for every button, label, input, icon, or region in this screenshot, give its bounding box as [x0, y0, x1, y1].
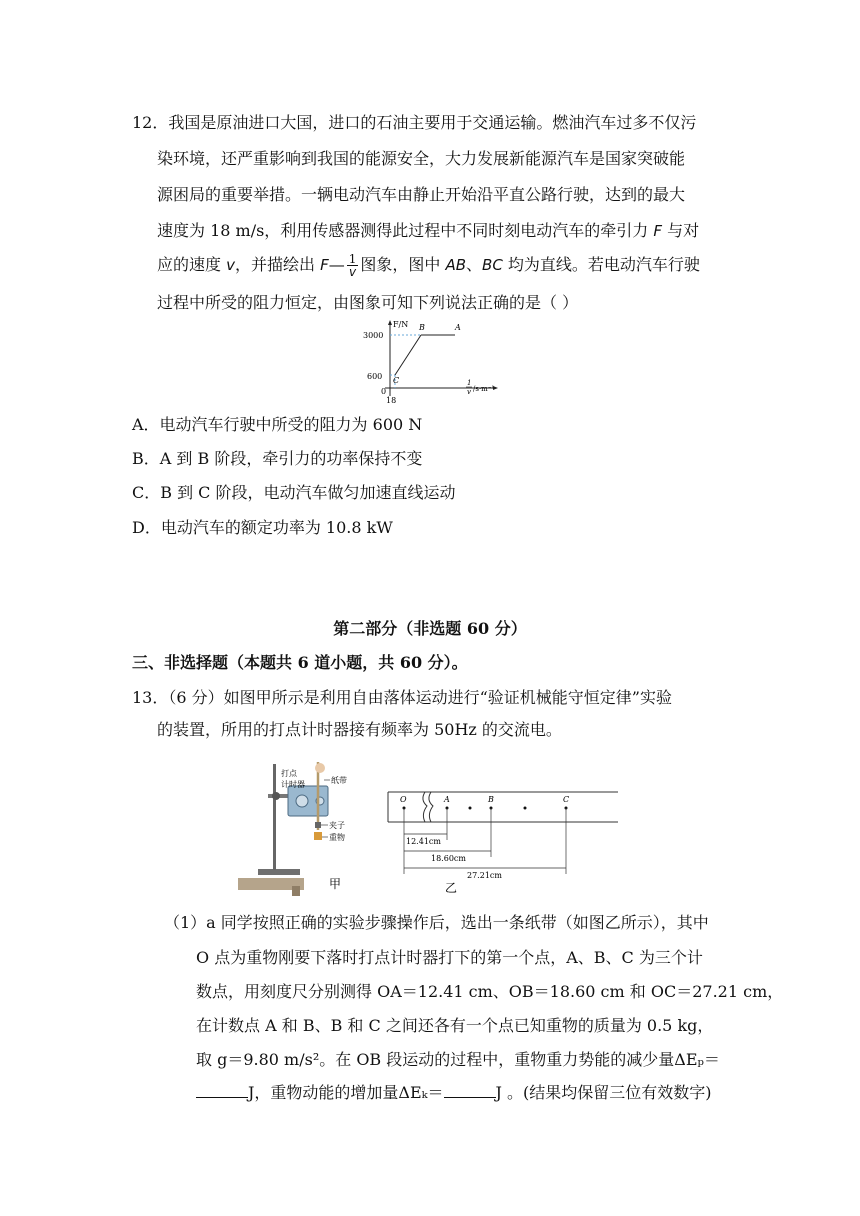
force-symbol: F	[320, 256, 329, 274]
velocity-symbol: v	[226, 256, 235, 274]
q12-line-5	[157, 253, 700, 278]
x-label-num: 1	[467, 379, 472, 387]
q13-sub1-line-6	[196, 1082, 712, 1104]
answer-line-mid: J，重物动能的增加量ΔEₖ＝	[248, 1083, 444, 1102]
option-c[interactable]: C．B 到 C 阶段，电动汽车做匀加速直线运动	[132, 483, 456, 502]
f-vs-inverse-v-graph	[355, 318, 505, 403]
fraction-denominator: v	[348, 265, 357, 279]
label-b: B	[488, 795, 494, 804]
table-leg	[292, 886, 300, 896]
q12-line-4-tail: 与对	[662, 221, 700, 240]
tape-break-2	[429, 792, 433, 822]
text-seg: ，并描绘出	[234, 255, 321, 274]
label-a: A	[444, 795, 450, 804]
label-o: O	[400, 795, 407, 804]
label-c: C	[563, 795, 570, 804]
clip-label: 夹子	[329, 821, 345, 830]
point-c-label: C	[393, 376, 400, 385]
timer-dial	[296, 795, 308, 807]
tape-label: 纸带	[331, 776, 347, 785]
line-bc	[395, 335, 421, 375]
dim-ob-label: 18.60cm	[431, 854, 466, 863]
figure-jia-caption: 甲	[329, 877, 342, 891]
answer-line-end: J 。(结果均保留三位有效数字)	[495, 1083, 712, 1102]
q13-sub1-line-1: （1）a 同学按照正确的实验步骤操作后，选出一条纸带（如图乙所示），其中	[164, 913, 709, 932]
stand-rod	[273, 764, 276, 870]
q13-sub1-line-3: 数点，用刻度尺分别测得 OA＝12.41 cm、OB＝18.60 cm 和 OC＝27.21 cm，	[196, 982, 784, 1001]
clamp-knob	[272, 792, 280, 800]
weight-label: 重物	[329, 833, 345, 842]
y-axis-label: F/N	[393, 320, 409, 329]
one-over-v-fraction	[347, 253, 359, 278]
timer-label-1: 打点	[281, 769, 297, 778]
apparatus-figure	[238, 758, 368, 896]
option-a[interactable]: A．电动汽车行驶中所受的阻力为 600 N	[132, 415, 423, 434]
x-axis-unit: /s·m⁻¹	[473, 385, 495, 393]
q12-line-1: 12．我国是原油进口大国，进口的石油主要用于交通运输。燃油汽车过多不仅污	[132, 113, 697, 132]
y-axis-arrow	[388, 320, 392, 325]
q12-line-4-text: 速度为 18 m/s，利用传感器测得此过程中不同时刻电动汽车的牵引力	[157, 221, 654, 240]
x-tick-18: 18	[386, 396, 397, 403]
tape-break-1	[423, 792, 427, 822]
segment-ab: AB	[445, 256, 467, 274]
section-3-heading: 三、非选择题（本题共 6 道小题，共 60 分）。	[132, 653, 468, 672]
text-seg: 均为直线。若电动汽车行驶	[502, 255, 700, 274]
dim-oa-label: 12.41cm	[406, 837, 441, 846]
x-label-den: v	[467, 388, 471, 396]
weight	[314, 832, 322, 840]
y-tick-600: 600	[367, 372, 383, 381]
option-b[interactable]: B．A 到 B 阶段，牵引力的功率保持不变	[132, 449, 423, 468]
dim-oc-label: 27.21cm	[467, 871, 502, 880]
text-seg: 、	[466, 255, 483, 274]
part-2-title: 第二部分（非选题 60 分）	[333, 619, 527, 638]
q13-line-1: 13．（6 分）如图甲所示是利用自由落体运动进行“验证机械能守恒定律”实验	[132, 688, 672, 707]
q13-line-2: 的装置，所用的打点计时器接有频率为 50Hz 的交流电。	[157, 720, 562, 739]
figure-yi-caption: 乙	[445, 881, 458, 894]
y-tick-3000: 3000	[363, 331, 384, 340]
dot-mid-2	[524, 807, 527, 810]
q13-sub1-line-2: O 点为重物刚要下落时打点计时器打下的第一个点，A、B、C 为三个计	[196, 948, 703, 967]
clip	[315, 822, 321, 828]
paper-tape-figure	[385, 790, 621, 894]
q13-sub1-line-5: 取 g＝9.80 m/s²。在 OB 段运动的过程中，重物重力势能的减少量ΔEₚ＝	[196, 1050, 720, 1069]
segment-bc: BC	[482, 256, 503, 274]
q13-sub1-line-4: 在计数点 A 和 B、B 和 C 之间还各有一个点已知重物的质量为 0.5 kg，	[196, 1016, 714, 1035]
dot-mid-1	[469, 807, 472, 810]
hand	[315, 763, 325, 773]
q12-line-3: 源困局的重要举措。一辆电动汽车由静止开始沿平直公路行驶，达到的最大	[157, 185, 686, 204]
timer-label-2: 计时器	[281, 780, 305, 789]
answer-blank-ek[interactable]	[444, 1083, 496, 1098]
q12-line-6: 过程中所受的阻力恒定，由图象可知下列说法正确的是（ ）	[157, 293, 579, 312]
text-seg: —	[328, 255, 345, 274]
force-symbol: F	[653, 222, 663, 240]
text-seg: 应的速度	[157, 255, 227, 274]
q12-line-2: 染环境，还严重影响到我国的能源安全，大力发展新能源汽车是国家突破能	[157, 149, 686, 168]
stand-base	[258, 869, 300, 875]
fraction-numerator: 1	[348, 252, 357, 266]
q12-line-4	[157, 220, 699, 242]
origin-label: 0	[381, 387, 387, 396]
answer-blank-ep[interactable]	[196, 1083, 248, 1098]
text-seg: 图象，图中	[360, 255, 446, 274]
point-a-label: A	[455, 323, 461, 332]
option-d[interactable]: D．电动汽车的额定功率为 10.8 kW	[132, 518, 393, 537]
point-b-label: B	[419, 323, 425, 332]
